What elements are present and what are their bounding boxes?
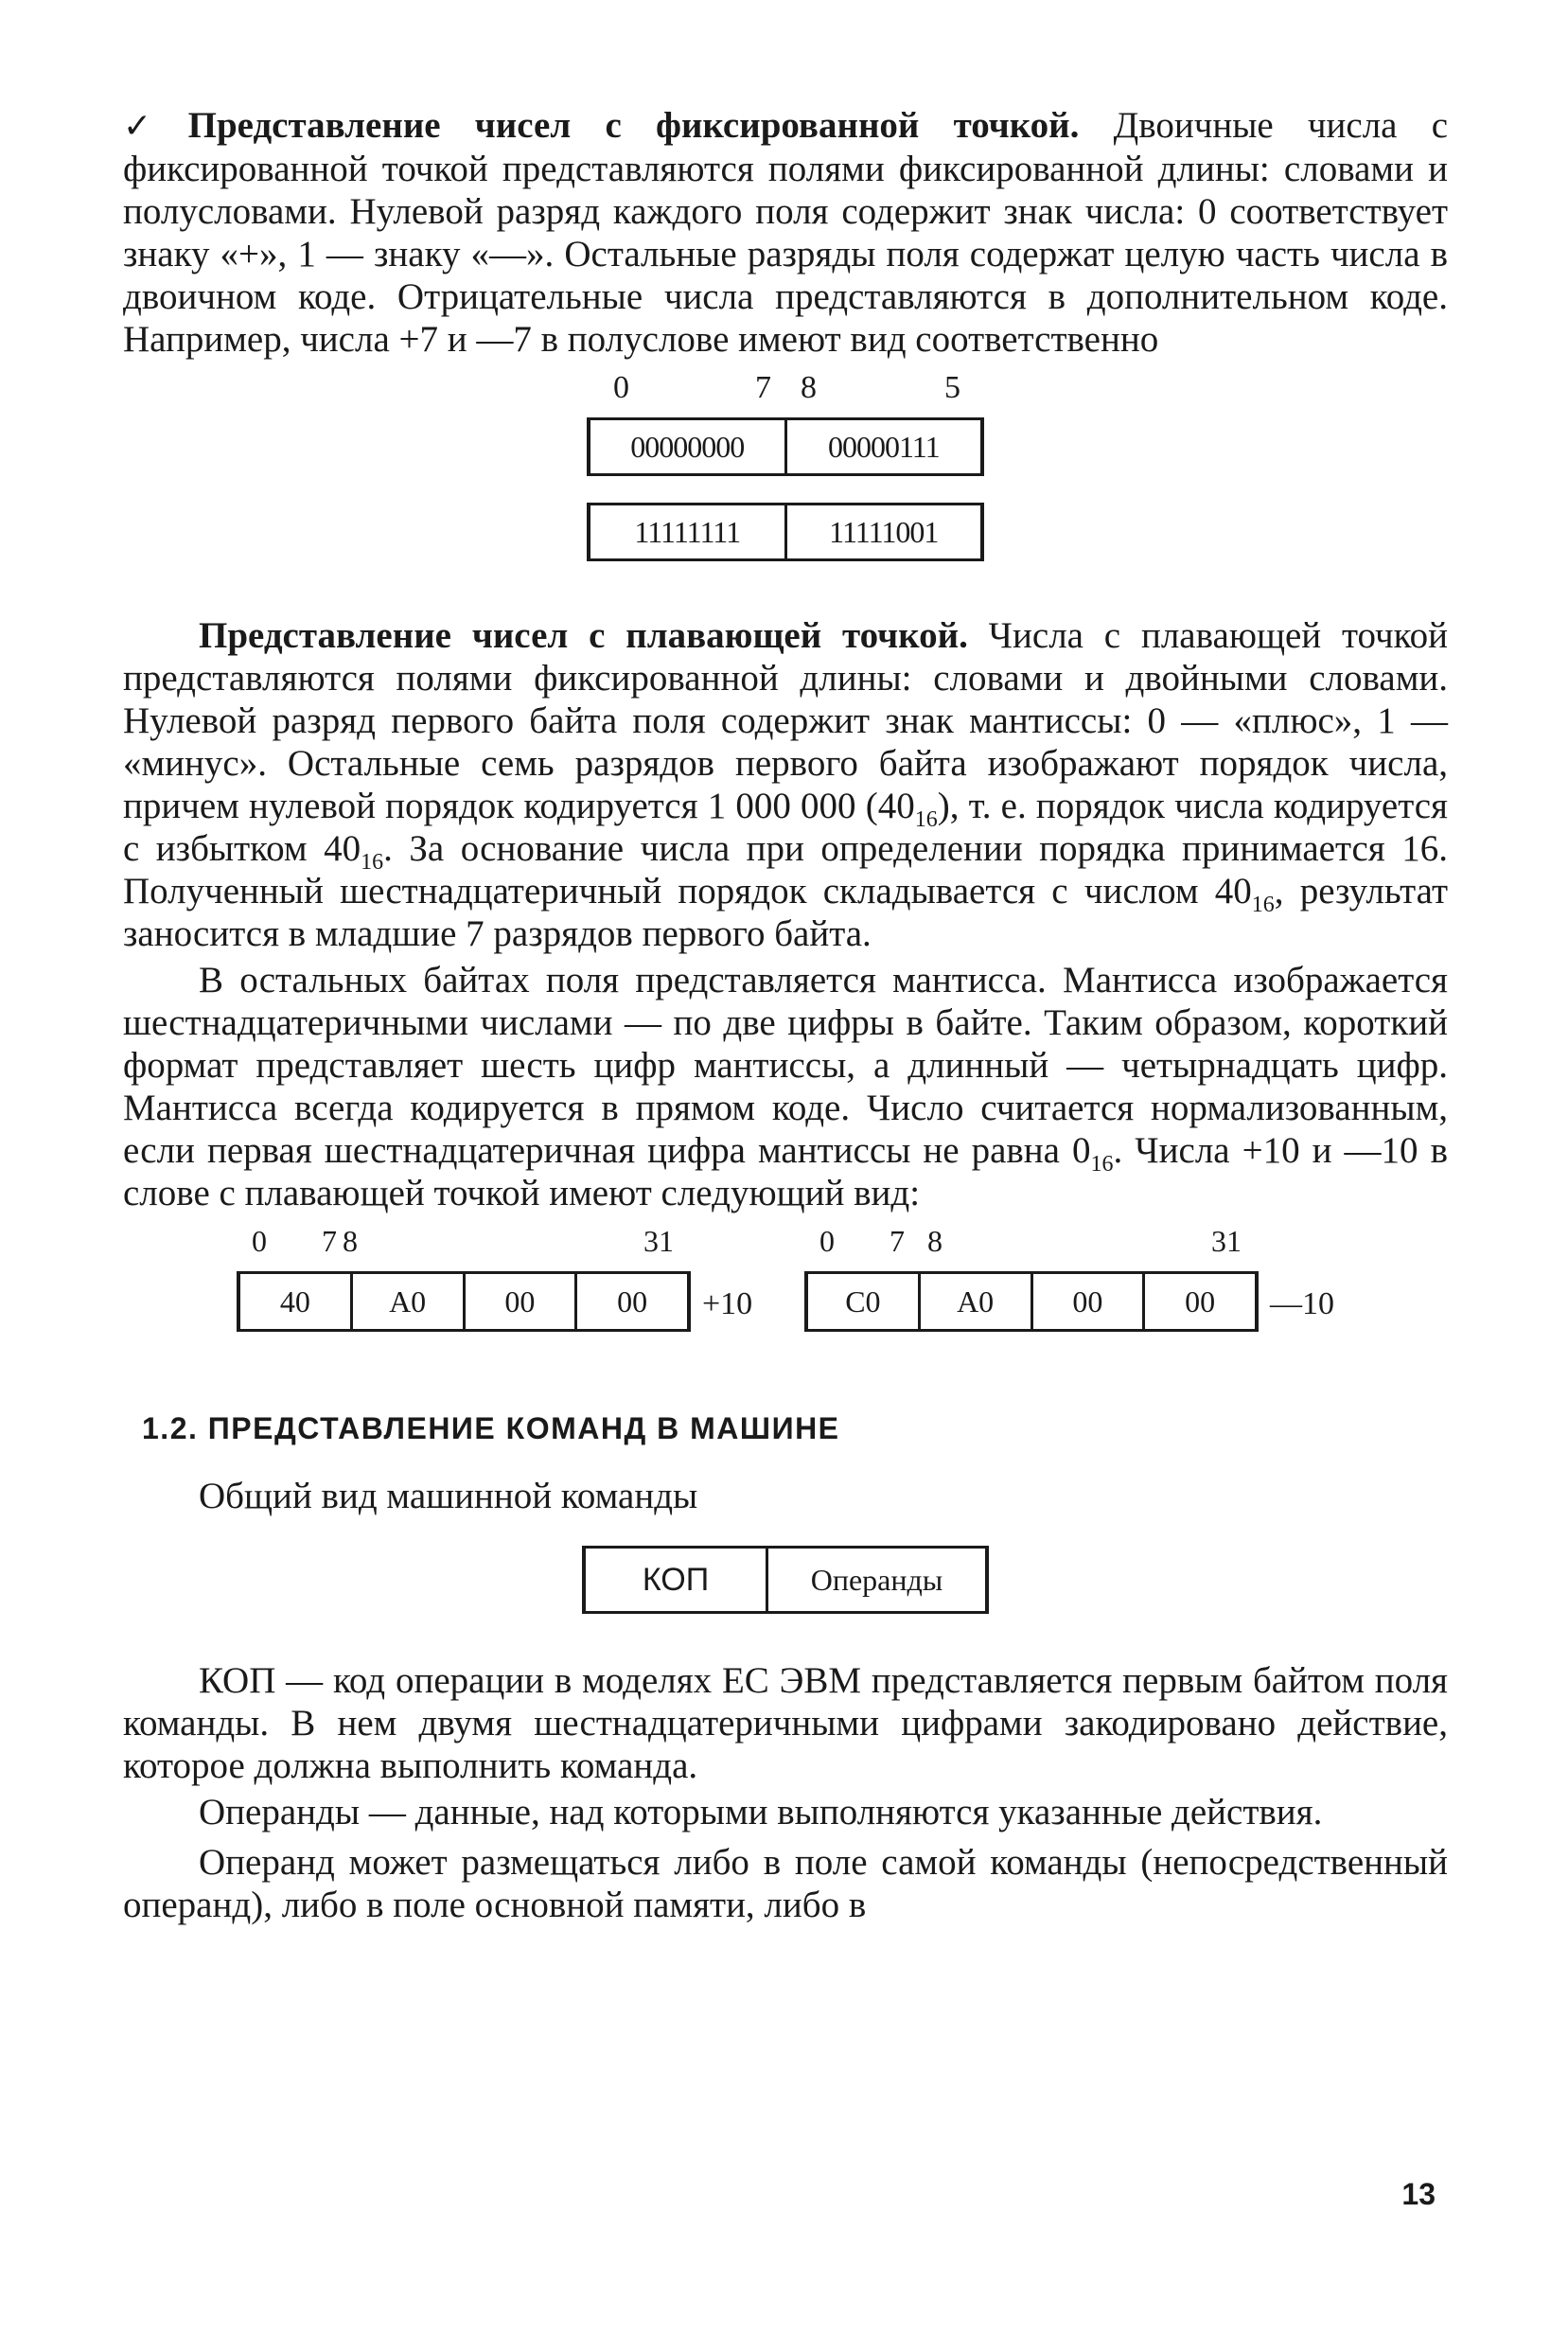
- tick-label: 0: [819, 1224, 835, 1258]
- fixed-point-paragraph: [123, 104, 1448, 361]
- fixed-point-ticks: [587, 361, 984, 417]
- tick-label: 8: [927, 1224, 943, 1258]
- halfword-minus-7: [587, 503, 984, 561]
- byte-cell: A0: [918, 1274, 1031, 1329]
- tick-label: 0: [252, 1224, 267, 1258]
- minus-10-label: —10: [1270, 1286, 1334, 1321]
- command-subtitle: Общий вид машинной команды: [199, 1476, 698, 1516]
- floating-point-diagram: [123, 1222, 1448, 1364]
- section-heading: 1.2. ПРЕДСТАВЛЕНИЕ КОМАНД В МАШИНЕ: [142, 1411, 840, 1445]
- command-format-diagram: [582, 1546, 989, 1614]
- page-number: 13: [1401, 2177, 1436, 2211]
- byte-cell: 00: [463, 1274, 575, 1329]
- tick-label: 0: [613, 370, 629, 405]
- word-plus-10: [237, 1222, 691, 1332]
- kop-cell: КОП: [642, 1561, 710, 1598]
- byte-cell: A0: [350, 1274, 463, 1329]
- byte-cell: 11111111: [634, 514, 741, 549]
- fixed-point-text: Двоичные числа с фиксированной точкой представляются полями фиксированной длины: словами и полусловами. Нулевой разряд каждого поля содержит знак числа: 0 соответствует знаку «+», 1 — знаку «—». Остальные разряды поля содержат целую часть числа в двоичном коде. Отрицательные числа представляются в дополнительном коде. Например, числа +7 и —7 в полуслове имеют вид соответственно: [123, 105, 1449, 360]
- operand-paragraph: Операнд может размещаться либо в поле самой команды (непосредственный операнд), либо в поле основной памяти, либо в: [123, 1842, 1448, 1925]
- tick-label: 7: [322, 1224, 337, 1258]
- tick-label: 31: [643, 1224, 674, 1258]
- byte-cell: 00: [1142, 1274, 1255, 1329]
- byte-cell: 40: [279, 1284, 310, 1319]
- plus-10-label: +10: [702, 1286, 753, 1321]
- fixed-point-lead: Представление чисел с фиксированной точкой.: [187, 105, 1080, 146]
- byte-cell: 00000000: [630, 429, 745, 464]
- tick-label: 7: [890, 1224, 905, 1258]
- byte-cell: 00000111: [784, 420, 981, 473]
- check-mark-icon: ✓: [123, 107, 177, 145]
- tick-label: 8: [343, 1224, 358, 1258]
- tick-label: 31: [1211, 1224, 1242, 1258]
- floating-point-lead: Представление чисел с плавающей точкой.: [199, 615, 968, 656]
- operands-cell: Операнды: [766, 1549, 985, 1611]
- mantissa-paragraph: В остальных байтах поля представляется мантисса. Мантисса изображается шестнадцатеричными числами — по две цифры в байте. Таким образом, короткий формат представляет шесть цифр мантиссы, а длинный — четырнадцать цифр. Мантисса всегда кодируется в прямом коде. Число считается нормализованным, если первая шестнадцатеричная цифра мантиссы не равна $0_{16}$. Числа +10 и —10 в слове с плавающей точкой имеют следующий вид:: [123, 960, 1448, 1213]
- byte-cell: C0: [845, 1284, 881, 1319]
- fixed-point-diagram: [587, 361, 984, 561]
- halfword-plus-7: [587, 417, 984, 476]
- byte-cell: 00: [574, 1274, 687, 1329]
- floating-point-paragraph: Представление чисел с плавающей точкой. Числа с плавающей точкой представляются полями фиксированной длины: словами и двойными словами. Нулевой разряд первого байта поля содержит знак мантиссы: 0 — «плюс», 1 — «минус». Остальные семь разрядов первого байта изображают порядок числа, причем нулевой порядок кодируется 1 000 000 $(40_{16})$, т. е. порядок числа кодируется с избытком $40_{16}$. За основание числа при определении порядка принимается 16. Полученный шестнадцатеричный порядок складывается с числом $40_{16}$, результат заносится в младшие 7 разрядов первого байта.: [123, 615, 1448, 954]
- kop-paragraph: КОП — код операции в моделях ЕС ЭВМ представляется первым байтом поля команды. В нем двумя шестнадцатеричными цифрами закодировано действие, которое должна выполнить команда.: [123, 1660, 1448, 1786]
- byte-cell: 11111001: [784, 505, 981, 558]
- page-content: [123, 104, 1448, 1926]
- tick-label: 7: [755, 370, 771, 405]
- byte-cell: 00: [1031, 1274, 1143, 1329]
- operands-paragraph: Операнды — данные, над которыми выполняются указанные действия.: [199, 1792, 1323, 1832]
- tick-label: 5: [944, 370, 960, 405]
- word-minus-10: [804, 1222, 1259, 1332]
- tick-label: 8: [801, 370, 817, 405]
